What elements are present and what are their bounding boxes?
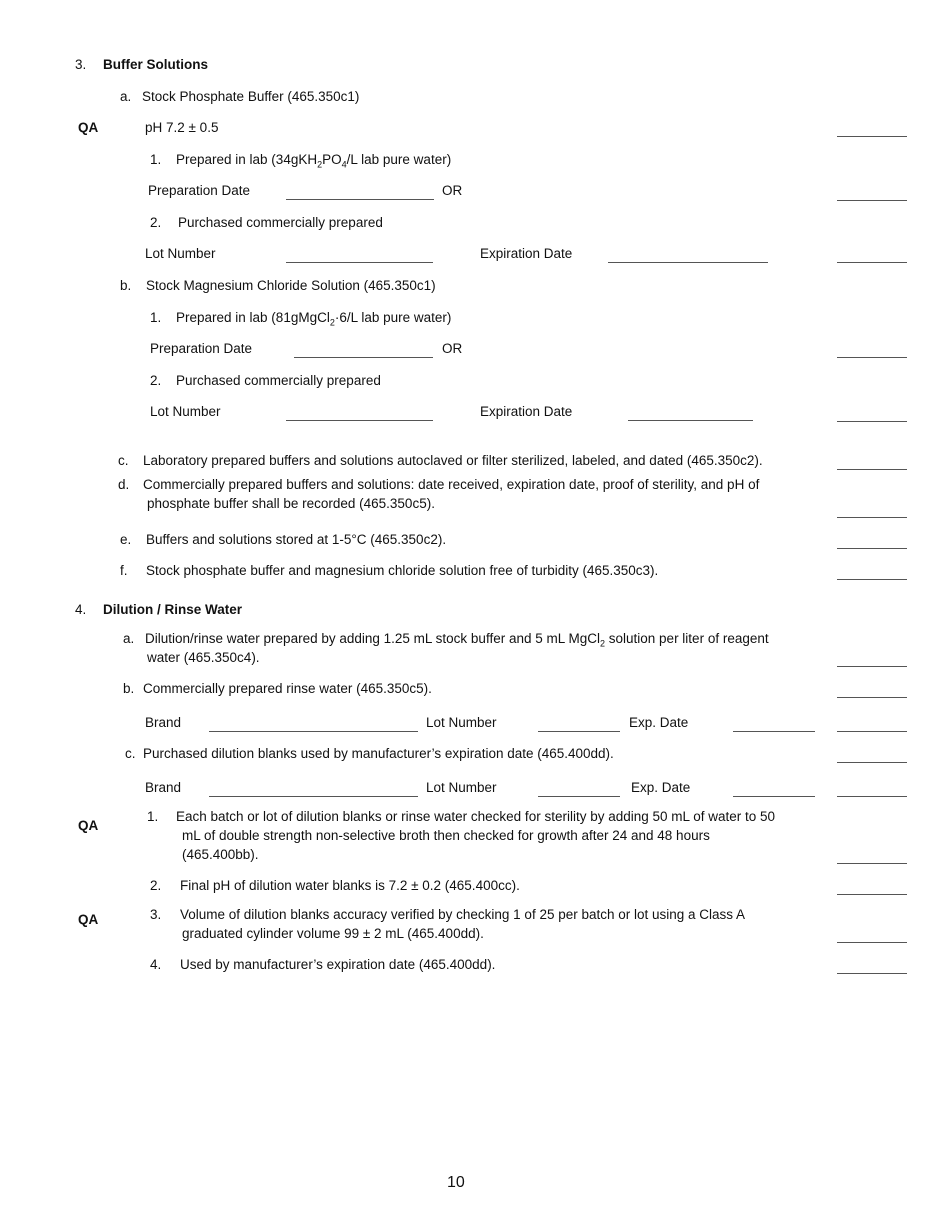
lot-number-field[interactable] [538,731,620,732]
check-line[interactable] [837,517,907,518]
lot-number-field[interactable] [286,262,433,263]
item-3e-text: Buffers and solutions stored at 1-5°C (465.350c2). [146,532,447,547]
item-4c1-number: 1. [147,809,159,824]
lot-number-label: Lot Number [150,404,221,419]
page-number: 10 [447,1174,465,1191]
item-4a-line1: Dilution/rinse water prepared by adding 1.25 mL stock buffer and 5 mL MgCl$_2$ solution per liter of reagent [145,631,769,649]
item-3a1-number: 1. [150,152,162,167]
item-3a2-number: 2. [150,215,162,230]
expiration-date-field[interactable] [608,262,768,263]
check-line[interactable] [837,579,907,580]
item-4c-text: Purchased dilution blanks used by manufacturer’s expiration date (465.400dd). [143,746,614,761]
item-3f-text: Stock phosphate buffer and magnesium chloride solution free of turbidity (465.350c3). [146,563,659,578]
qa-label: QA [78,912,99,927]
item-3c-letter: c. [118,453,129,468]
check-line[interactable] [837,262,907,263]
exp-date-field[interactable] [733,796,815,797]
item-3e-letter: e. [120,532,132,547]
preparation-date-label: Preparation Date [148,183,251,198]
lot-number-field[interactable] [538,796,620,797]
check-line[interactable] [837,421,907,422]
qa-label: QA [78,818,99,833]
check-line[interactable] [837,731,907,732]
lot-number-field[interactable] [286,420,433,421]
item-4c3-number: 3. [150,907,162,922]
item-3b1-text: Prepared in lab (81gMgCl$_2$·6/L lab pure water) [176,310,452,328]
check-line[interactable] [837,942,907,943]
lot-number-label: Lot Number [426,780,497,795]
check-line[interactable] [837,863,907,864]
item-3d-line2: phosphate buffer shall be recorded (465.350c5). [147,496,435,511]
item-4c1-line3: (465.400bb). [182,847,259,862]
lot-number-label: Lot Number [426,715,497,730]
check-line[interactable] [837,548,907,549]
preparation-date-field[interactable] [294,357,433,358]
check-line[interactable] [837,136,907,137]
item-3a2-text: Purchased commercially prepared [178,215,383,230]
item-3b1-number: 1. [150,310,162,325]
check-line[interactable] [837,894,907,895]
item-3a-text: Stock Phosphate Buffer (465.350c1) [142,89,360,104]
item-4b-letter: b. [123,681,135,696]
item-3d-letter: d. [118,477,130,492]
brand-field[interactable] [209,731,418,732]
exp-date-label: Exp. Date [631,780,691,795]
check-line[interactable] [837,357,907,358]
check-line[interactable] [837,796,907,797]
section-4-title: Dilution / Rinse Water [103,602,243,617]
qa-label: QA [78,120,99,135]
item-4c4-number: 4. [150,957,162,972]
preparation-date-label: Preparation Date [150,341,253,356]
expiration-date-field[interactable] [628,420,753,421]
exp-date-label: Exp. Date [629,715,689,730]
item-4b-text: Commercially prepared rinse water (465.350c5). [143,681,432,696]
item-3d-line1: Commercially prepared buffers and solutions: date received, expiration date, proof of sterility, and pH of [143,477,760,492]
item-3a-letter: a. [120,89,132,104]
check-line[interactable] [837,762,907,763]
item-4c3-line2: graduated cylinder volume 99 ± 2 mL (465.400dd). [182,926,484,941]
item-4c2-number: 2. [150,878,162,893]
section-3-number: 3. [75,57,87,72]
item-3f-letter: f. [120,563,128,578]
item-3b-text: Stock Magnesium Chloride Solution (465.350c1) [146,278,436,293]
section-3-title: Buffer Solutions [103,57,208,72]
item-4c4-text: Used by manufacturer’s expiration date (465.400dd). [180,957,496,972]
brand-label: Brand [145,715,182,730]
item-4c1-line2: mL of double strength non-selective broth then checked for growth after 24 and 48 hours [182,828,710,843]
item-3b-letter: b. [120,278,132,293]
or-label: OR [442,341,463,356]
section-4-number: 4. [75,602,87,617]
item-3c-text: Laboratory prepared buffers and solutions autoclaved or filter sterilized, labeled, and dated (465.350c2). [143,453,763,468]
item-3b2-text: Purchased commercially prepared [176,373,381,388]
brand-field[interactable] [209,796,418,797]
lot-number-label: Lot Number [145,246,216,261]
exp-date-field[interactable] [733,731,815,732]
expiration-date-label: Expiration Date [480,404,573,419]
item-4c1-line1: Each batch or lot of dilution blanks or rinse water checked for sterility by adding 50 mL of water to 50 [176,809,776,824]
item-4c3-line1: Volume of dilution blanks accuracy verified by checking 1 of 25 per batch or lot using a Class A [180,907,746,922]
expiration-date-label: Expiration Date [480,246,573,261]
item-4c2-text: Final pH of dilution water blanks is 7.2 ± 0.2 (465.400cc). [180,878,520,893]
item-4a-line2: water (465.350c4). [147,650,260,665]
item-3b2-number: 2. [150,373,162,388]
check-line[interactable] [837,469,907,470]
check-line[interactable] [837,697,907,698]
check-line[interactable] [837,200,907,201]
item-3a1-text: Prepared in lab ($34gKH_2PO_4/L$ lab pure water) [176,152,452,170]
item-4a-letter: a. [123,631,135,646]
check-line[interactable] [837,666,907,667]
or-label: OR [442,183,463,198]
ph-requirement: pH 7.2 ± 0.5 [145,120,219,135]
brand-label: Brand [145,780,182,795]
preparation-date-field[interactable] [286,199,434,200]
check-line[interactable] [837,973,907,974]
item-4c-letter: c. [125,746,136,761]
